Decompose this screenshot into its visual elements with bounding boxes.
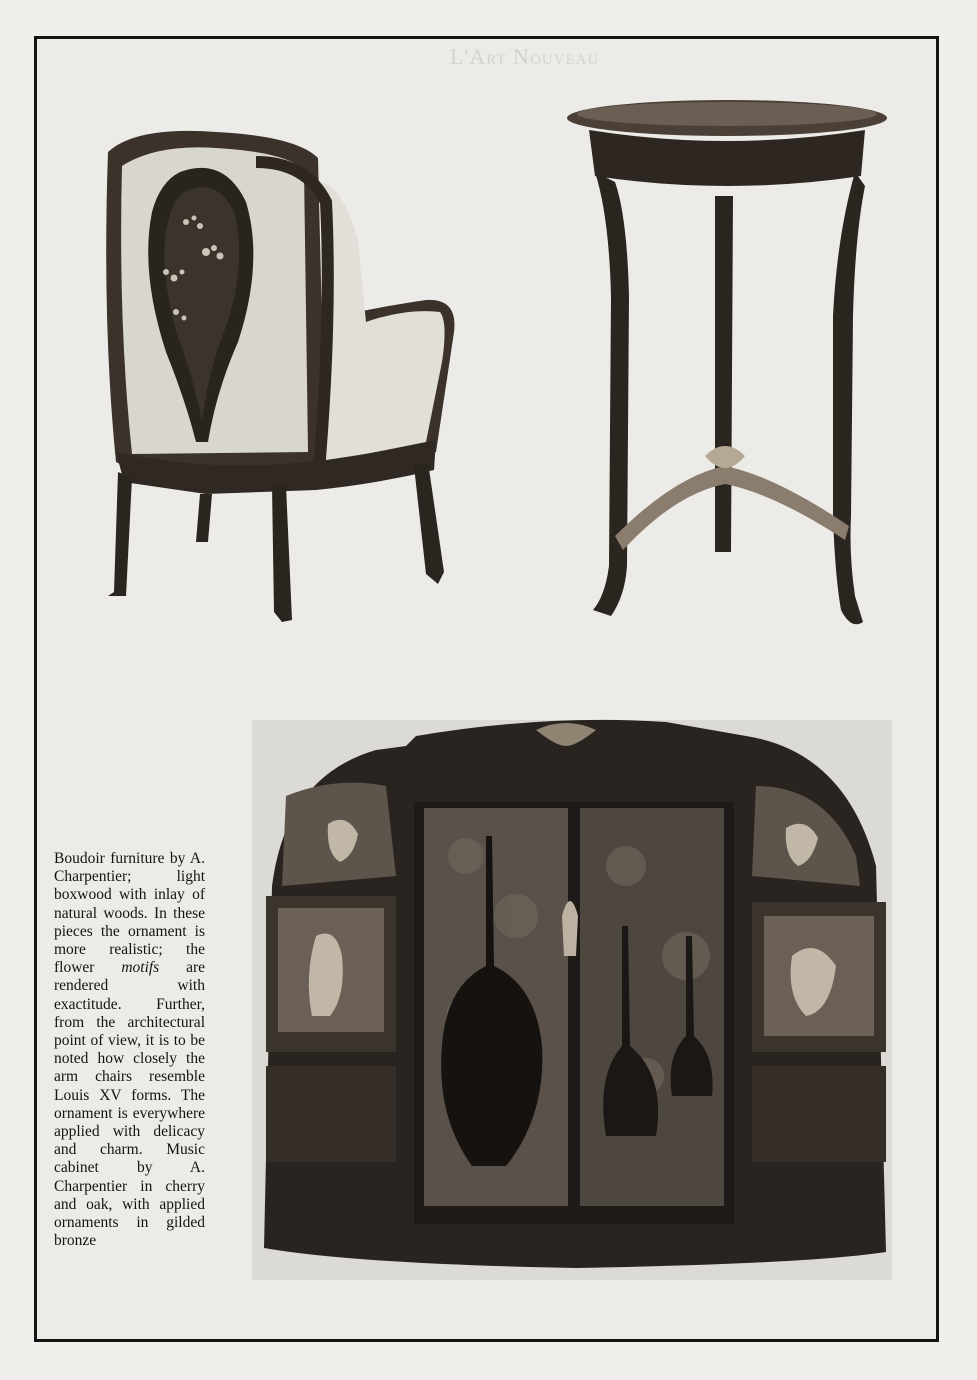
caption-part-2: are rendered with exactitude. Further, from the architectural point of view, it is to be noted how closely the arm chairs resemble Louis XV forms. The ornament is everywhere applied with delicacy and charm. Music cabinet by A. Charpentier in cherry and oak, with applied ornaments in gilded bronze — [54, 959, 205, 1250]
chair-photo — [96, 122, 460, 628]
caption-part-1: Boudoir furniture by A. Charpentier; light boxwood with inlay of natural woods. In these pieces the ornament is more realistic; the flower — [54, 850, 205, 977]
show-through-heading: L'Art Nouveau — [450, 44, 600, 69]
caption-emphasis: motifs — [121, 959, 160, 977]
cabinet-photo — [246, 716, 896, 1284]
caption-text — [54, 850, 205, 1250]
table-photo — [565, 96, 895, 636]
